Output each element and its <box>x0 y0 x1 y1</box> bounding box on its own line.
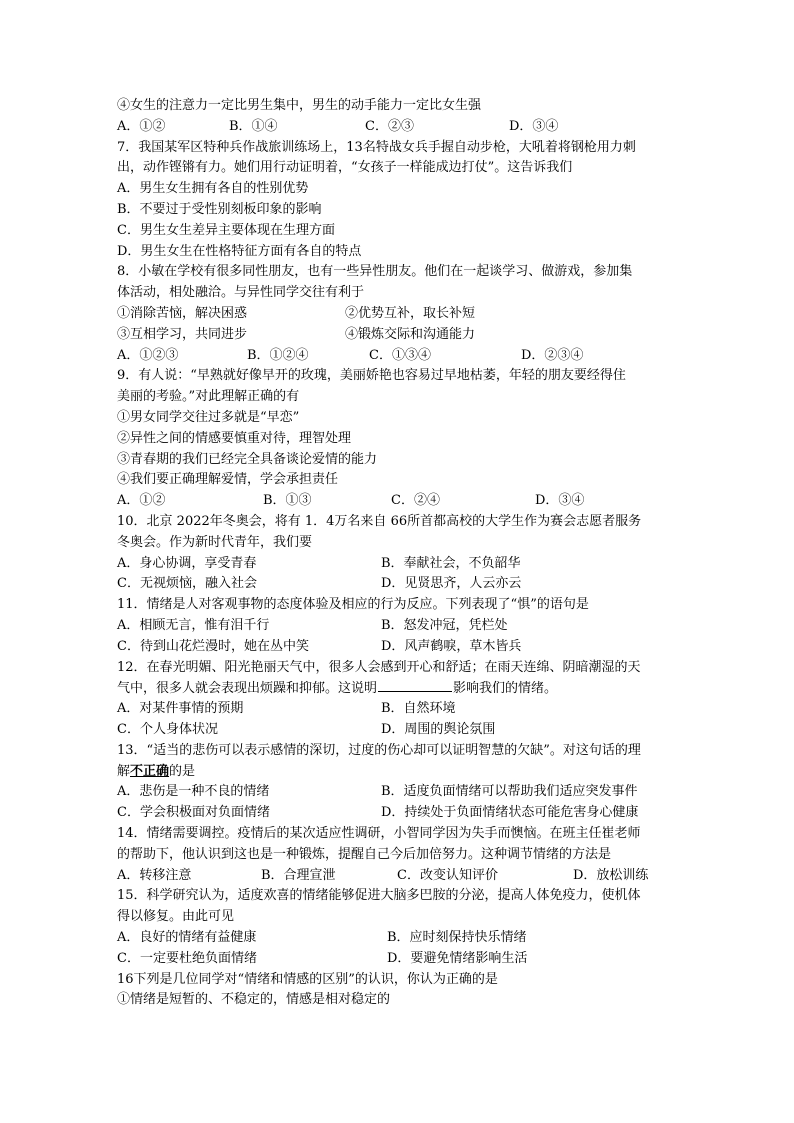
q13-choice-b: B．适度负面情绪可以帮助我们适应突发事件 <box>381 784 638 800</box>
q10-choice-d: D．见贤思齐，人云亦云 <box>381 576 522 592</box>
q10-stem-1: 10．北京 2022年冬奥会，将有 1．4万名来自 66所首都高校的大学生作为赛会志愿者服务 <box>117 514 642 529</box>
q14-choice-b: B．合理宣泄 <box>261 867 336 883</box>
q8-statement-2: ②优势互补，取长补短 <box>345 306 476 321</box>
q8-statement-3: ③互相学习，共同进步 <box>117 326 248 342</box>
q7-choice-d: D．男生女生在性格特征方面有各自的特点 <box>117 243 362 259</box>
q9-stem-1: 9．有人说：“早熟就好像早开的玫瑰，美丽娇艳也容易过早地枯萎，年轻的朋友要经得住 <box>117 368 626 384</box>
q12-choice-c: C．个人身体状况 <box>117 722 218 737</box>
q15-choice-c: C．一定要杜绝负面情绪 <box>117 950 257 966</box>
q8-stem-1: 8．小敏在学校有很多同性朋友，也有一些异性朋友。他们在一起谈学习、做游戏，参加集 <box>117 264 633 280</box>
q14-stem-2: 的帮助下，他认识到这也是一种锻炼，提醒自己今后加倍努力。这种调节情绪的方法是 <box>117 846 612 862</box>
q13-stem-2-pre: 解 <box>117 763 131 779</box>
q8-choice-b: B．①②④ <box>247 347 309 363</box>
q11-choice-c: C．待到山花烂漫时，她在丛中笑 <box>117 638 309 654</box>
q6-choice-b: B．①④ <box>229 118 278 134</box>
q10-choice-a: A．身心协调，享受青春 <box>117 555 257 571</box>
q6-choice-a: A．①② <box>117 118 166 134</box>
q15-choice-a: A．良好的情绪有益健康 <box>117 930 257 945</box>
q16-stem: 16下列是几位同学对“情绪和情感的区别”的认识，你认为正确的是 <box>117 971 498 987</box>
q15-stem-1: 15．科学研究认为，适度欢喜的情绪能够促进大脑多巴胺的分泌，提高人体免疫力，使机体 <box>117 888 641 904</box>
q15-choice-d: D．要避免情绪影响生活 <box>387 950 528 966</box>
q13-stem-2 <box>117 762 195 783</box>
q14-choice-d: D．放松训练 <box>573 867 649 883</box>
q9-statement-4: ④我们要正确理解爱情，学会承担责任 <box>117 472 339 488</box>
q6-choice-c: C．②③ <box>365 118 414 134</box>
q12-stem-2-before-blank: 气中，很多人就会表现出烦躁和抑郁。这说明 <box>117 681 378 697</box>
q13-choice-a: A．悲伤是一种不良的情绪 <box>117 784 270 800</box>
q11-choice-d: D．风声鹤唳，草木皆兵 <box>381 638 522 654</box>
q9-choice-b: B．①③ <box>263 493 312 509</box>
q7-choice-c: C．男生女生差异主要体现在生理方面 <box>117 222 335 238</box>
q13-choice-c: C．学会积极面对负面情绪 <box>117 805 270 821</box>
q11-choice-b: B．怒发冲冠，凭栏处 <box>381 618 508 633</box>
q12-choice-b: B．自然环境 <box>381 701 456 717</box>
q15-choice-b: B．应时刻保持快乐情绪 <box>387 930 527 945</box>
q14-stem-1: 14．情绪需要调控。疫情后的某次适应性调研，小智同学因为失手而懊恼。在班主任崔老师 <box>117 826 641 841</box>
q12-stem-1: 12．在春光明媚、阳光艳丽天气中，很多人会感到开心和舒适；在雨天连绵、阴暗潮湿的天 <box>117 659 641 675</box>
q12-stem-2 <box>117 678 557 699</box>
q16-statement-1: ①情绪是短暂的、不稳定的，情感是相对稳定的 <box>117 992 391 1008</box>
q8-stem-2: 体活动，相处融洽。与异性同学交往有利于 <box>117 285 365 301</box>
q13-emphasis-incorrect: 不正确 <box>130 763 170 779</box>
q8-choice-d: D．②③④ <box>521 347 584 363</box>
q7-choice-b: B．不要过于受性别刻板印象的影响 <box>117 202 322 217</box>
q10-choice-b: B．奉献社会，不负韶华 <box>381 555 521 571</box>
q9-stem-2: 美丽的考验。”对此理解正确的有 <box>117 389 300 405</box>
q13-stem-1: 13．“适当的悲伤可以表示感情的深切，过度的伤心却可以证明智慧的欠缺”。对这句话的理 <box>117 742 641 758</box>
q8-statement-1: ①消除苦恼，解决困惑 <box>117 306 248 321</box>
q11-choice-a: A．相顾无言，惟有泪千行 <box>117 618 270 633</box>
q9-statement-1: ①男女同学交往过多就是“早恋” <box>117 410 300 425</box>
q12-stem-2-after-blank: 影响我们的情绪。 <box>453 681 558 697</box>
q15-stem-2: 得以修复。由此可见 <box>117 909 235 925</box>
q6-choice-d: D．③④ <box>509 118 559 134</box>
q8-choice-c: C．①③④ <box>369 347 431 363</box>
q13-choice-d: D．持续处于负面情绪状态可能危害身心健康 <box>381 805 639 821</box>
q10-choice-c: C．无视烦恼，融入社会 <box>117 576 257 592</box>
q9-choice-a: A．①② <box>117 493 166 509</box>
q10-stem-2: 冬奥会。作为新时代青年，我们要 <box>117 534 313 550</box>
q7-stem-1: 7．我国某军区特种兵作战旅训练场上，13名特战女兵手握自动步枪，大吼着将钢枪用力刺 <box>117 139 636 155</box>
q9-choice-d: D．③④ <box>535 493 585 509</box>
q9-statement-2: ②异性之间的情感要慎重对待，理智处理 <box>117 430 352 446</box>
q8-statement-4: ④锻炼交际和沟通能力 <box>345 326 476 342</box>
q9-statement-3: ③青春期的我们已经完全具备谈论爱情的能力 <box>117 451 378 467</box>
q12-choice-a: A．对某件事情的预期 <box>117 701 244 717</box>
q6-option-4: ④女生的注意力一定比男生集中，男生的动手能力一定比女生强 <box>117 98 482 113</box>
q7-stem-2: 出，动作铿锵有力。她们用行动证明着，“女孩子一样能成边打仗”。这告诉我们 <box>117 160 573 176</box>
q12-choice-d: D．周围的舆论氛围 <box>381 722 496 737</box>
q8-choice-a: A．①②③ <box>117 347 179 363</box>
q12-answer-blank <box>378 678 452 692</box>
q13-stem-2-post: 的是 <box>169 763 196 779</box>
q7-choice-a: A．男生女生拥有各自的性别优势 <box>117 181 309 197</box>
q14-choice-c: C．改变认知评价 <box>397 867 498 883</box>
q14-choice-a: A．转移注意 <box>117 867 192 883</box>
q11-stem: 11．情绪是人对客观事物的态度体验及相应的行为反应。下列表现了“惧”的语句是 <box>117 597 589 613</box>
q9-choice-c: C．②④ <box>391 493 440 509</box>
